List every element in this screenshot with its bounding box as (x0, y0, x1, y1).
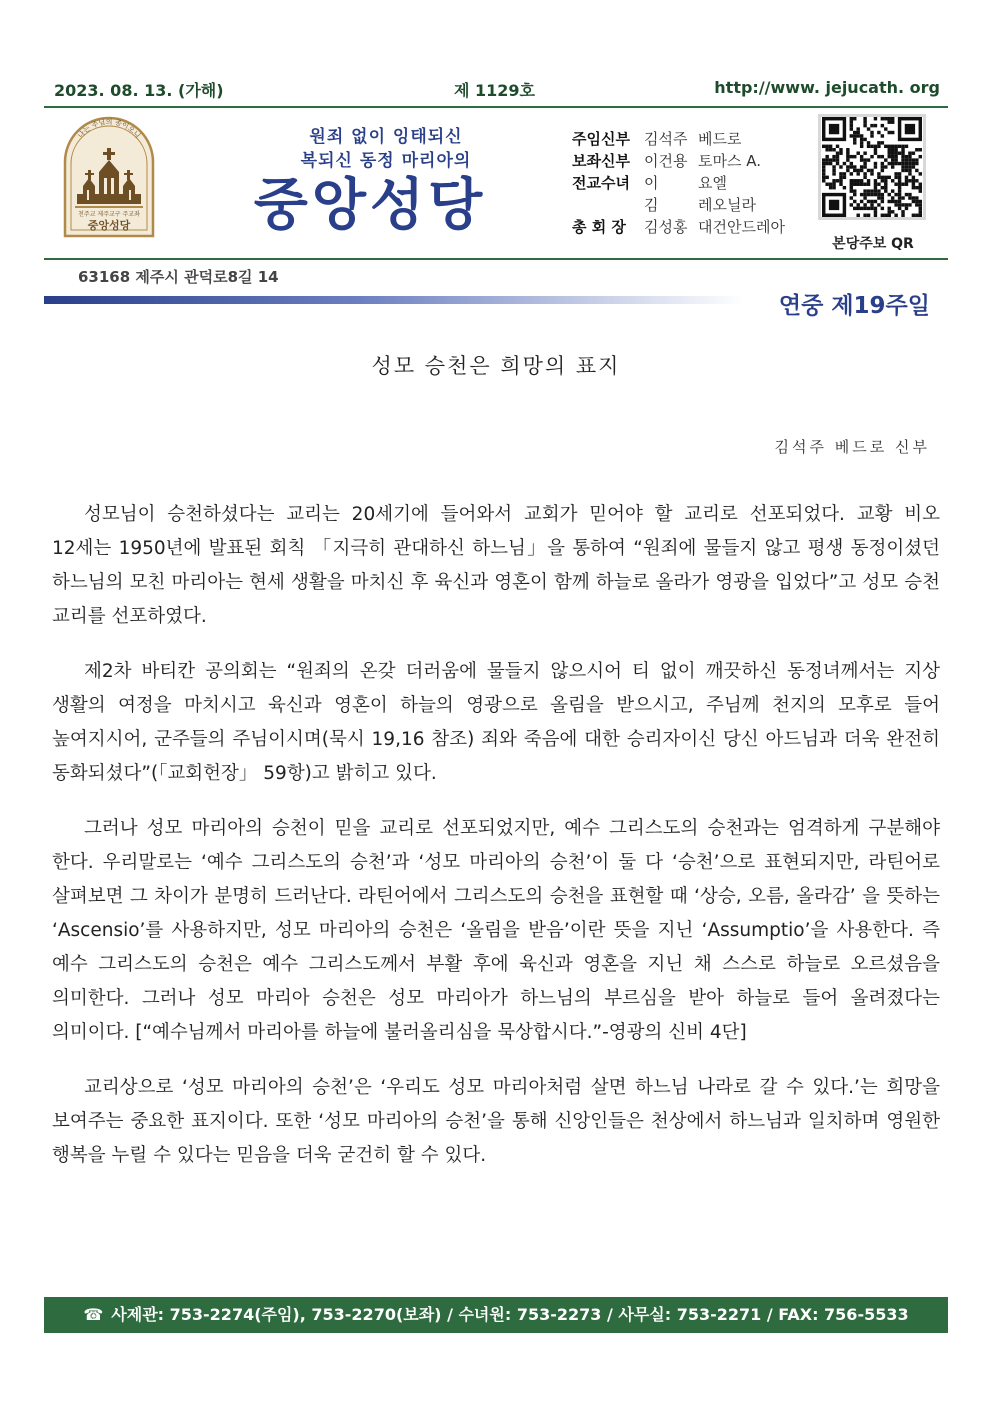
article-paragraph: 그러나 성모 마리아의 승천이 믿을 교리로 선포되었지만, 예수 그리스도의 승천과는 엄격하게 구분해야 한다. 우리말로는 ‘예수 그리스도의 승천’과 ‘성모 마리아의 승천’이 둘 다 ‘승천’으로 표현되지만, 라틴어로 살펴보면 그 차이가 분명히 드러난다. 라틴어에서 그리스도의 승천을 표현할 때 ‘상승, 오름, 올라감’ 을 뜻하는 ‘Ascensio’를 사용하지만, 성모 마리아의 승천은 ‘올림을 받음’이란 뜻을 지닌 ‘Assumptio’을 사용한다. 즉 예수 그리스도의 승천은 예수 그리스도께서 부활 후에 육신과 영혼을 지닌 채 스스로 하늘로 오르셨음을 의미한다. 그러나 성모 마리아 승천은 성모 마리아가 하느님의 부르심을 받아 하늘로 들어 올려졌다는 의미이다. [“예수님께서 마리아를 하늘에 불러올리심을 묵상합시다.”-영광의 신비 4단] (52, 818, 940, 1043)
staff-baptismal-name: 요엘 (698, 174, 727, 192)
address-bar (44, 258, 948, 288)
issue-date: 2023. 08. 13. (가해) (54, 81, 224, 100)
contact-numbers: 사제관: 753-2274(주임), 753-2270(보좌) / 수녀원: 753-2273 / 사무실: 753-2271 / FAX: 756-5533 (111, 1305, 909, 1324)
qr-code[interactable] (818, 114, 926, 220)
staff-name: 이 (644, 174, 659, 192)
article-title: 성모 승천은 희망의 표지 (371, 354, 621, 378)
staff-baptismal-name: 베드로 (698, 130, 742, 148)
article-paragraph: 교리상으로 ‘성모 마리아의 승천’은 ‘우리도 성모 마리아처럼 살면 하느님 나라로 갈 수 있다.’는 희망을 보여주는 중요한 표지이다. 또한 ‘성모 마리아의 승천’을 통해 신앙인들은 천상에서 하느님과 일치하며 영원한 행복을 누릴 수 있다는 믿음을 더욱 굳건히 할 수 있다. (52, 1077, 940, 1166)
staff-name: 김 (644, 196, 659, 214)
article-paragraph: 제2차 바티칸 공의회는 “원죄의 온갖 더러움에 물들지 않으시어 티 없이 깨끗하신 동정녀께서는 지상 생활의 여정을 마치시고 육신과 영혼이 하늘의 영광으로 올림을 받으시고, 주님께 천지의 모후로 들어 높여지시어, 군주들의 주님이시며(묵시 19,16 참조) 죄와 죽음에 대한 승리자이신 당신 아드님과 더욱 완전히 동화되셨다”(「교회헌장」 59항)고 밝히고 있다. (52, 661, 940, 784)
staff-name: 이건용 (644, 152, 688, 170)
header-bar (44, 78, 948, 108)
staff-row (572, 172, 812, 194)
staff-row (572, 216, 812, 238)
motto-line-1: 원죄 없이 잉태되신 (309, 127, 463, 147)
parish-address: 63168 제주시 관덕로8길 14 (78, 268, 279, 286)
article-body (52, 498, 940, 1194)
issue-number: 제 1129호 (454, 81, 536, 100)
staff-row (572, 128, 812, 150)
phone-icon: ☎ (83, 1305, 104, 1324)
article-byline: 김석주 베드로 신부 (774, 438, 930, 456)
motto-line-2: 복되신 동정 마리아의 (300, 151, 472, 171)
qr-caption: 본당주보 QR (832, 236, 914, 252)
article-paragraph: 성모님이 승천하셨다는 교리는 20세기에 들어와서 교회가 믿어야 할 교리로 선포되었다. 교황 비오 12세는 1950년에 발표된 회칙 「지극히 관대하신 하느님」을 통하여 “원죄에 물들지 않고 평생 동정이셨던 하느님의 모친 마리아는 현세 생활을 마치신 후 육신과 영혼이 함께 하늘로 올라가 영광을 입었다”고 성모 승천 교리를 선포하였다. (52, 504, 940, 627)
staff-row (572, 194, 812, 216)
logo-line-1: 천주교 제주교구 주교좌 (78, 211, 140, 218)
website-link[interactable]: http://www. jejucath. org (714, 78, 940, 97)
decorative-rule (44, 296, 744, 304)
staff-row (572, 150, 812, 172)
staff-role: 주임신부 (572, 130, 630, 148)
staff-baptismal-name: 대건안드레아 (698, 218, 785, 236)
logo-line-2: 중앙성당 (87, 219, 131, 232)
parish-title: 중앙성당 (253, 173, 487, 238)
parish-logo (61, 114, 157, 238)
logo-arc-text: 나는 주님의 종이오니 (76, 118, 142, 140)
staff-role: 총 회 장 (572, 218, 626, 236)
qr-code-icon (821, 117, 923, 217)
staff-baptismal-name: 레오닐라 (698, 196, 756, 214)
contact-footer (44, 1297, 948, 1333)
staff-role: 전교수녀 (572, 174, 630, 192)
staff-list (572, 128, 812, 238)
staff-role: 보좌신부 (572, 152, 630, 170)
staff-baptismal-name: 토마스 A. (698, 152, 762, 170)
staff-name: 김성홍 (644, 218, 688, 236)
staff-name: 김석주 (644, 130, 688, 148)
liturgical-season: 연중 제19주일 (778, 293, 930, 319)
